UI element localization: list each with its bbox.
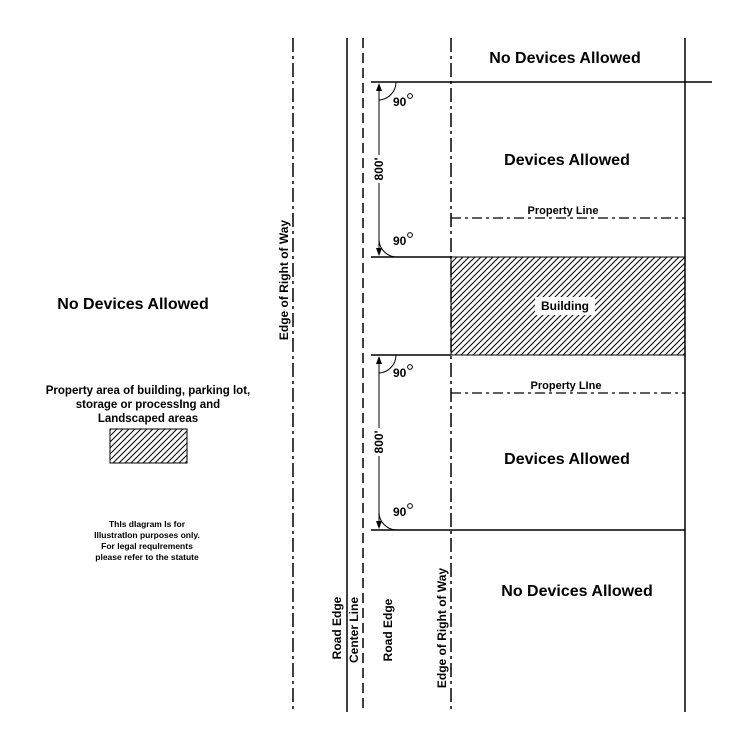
legend-text-line-1: Property area of building, parking lot, bbox=[45, 385, 251, 397]
center-line-label: Center Line bbox=[347, 596, 361, 664]
degree-mark-4 bbox=[408, 504, 413, 509]
edge-right-of-way-right-label: Edge of Right of Way bbox=[435, 567, 449, 689]
distance-label-lower: 800' bbox=[372, 430, 386, 454]
legend-text-line-3: Landscaped areas bbox=[97, 413, 199, 425]
devices-allowed-label-lower: Devices Allowed bbox=[504, 451, 630, 468]
angle-label-3: 90 bbox=[393, 366, 407, 380]
degree-mark-3 bbox=[408, 365, 413, 370]
edge-right-of-way-left-label: Edge of Right of Way bbox=[277, 219, 291, 341]
no-devices-label-bottom: No Devices Allowed bbox=[501, 583, 653, 600]
disclaimer-line-1: ThIs dIagram Is for bbox=[108, 519, 186, 529]
legend-hatch-swatch bbox=[110, 429, 187, 463]
road-edge-right-label: Road Edge bbox=[381, 598, 395, 662]
angle-label-1: 90 bbox=[393, 95, 407, 109]
no-devices-label-top: No Devices Allowed bbox=[489, 50, 641, 67]
angle-label-4: 90 bbox=[393, 505, 407, 519]
angle-label-2: 90 bbox=[393, 234, 407, 248]
degree-mark-2 bbox=[408, 233, 413, 238]
property-line-label-upper: Property Line bbox=[527, 205, 599, 217]
disclaimer-line-3: For legal requIrements bbox=[101, 541, 193, 551]
degree-mark-1 bbox=[408, 94, 413, 99]
building-label: Building bbox=[541, 299, 589, 313]
disclaimer-line-4: please refer to the statute bbox=[95, 552, 199, 562]
legend-text-line-2: storage or processIng and bbox=[75, 399, 221, 411]
road-edge-left-label: Road Edge bbox=[330, 596, 344, 660]
devices-allowed-label-upper: Devices Allowed bbox=[504, 152, 630, 169]
property-line-label-lower: Property LIne bbox=[530, 380, 602, 392]
distance-label-upper: 800' bbox=[372, 157, 386, 181]
no-devices-label-left: No Devices Allowed bbox=[57, 296, 209, 313]
disclaimer-line-2: IllustratIon purposes only. bbox=[94, 530, 200, 540]
